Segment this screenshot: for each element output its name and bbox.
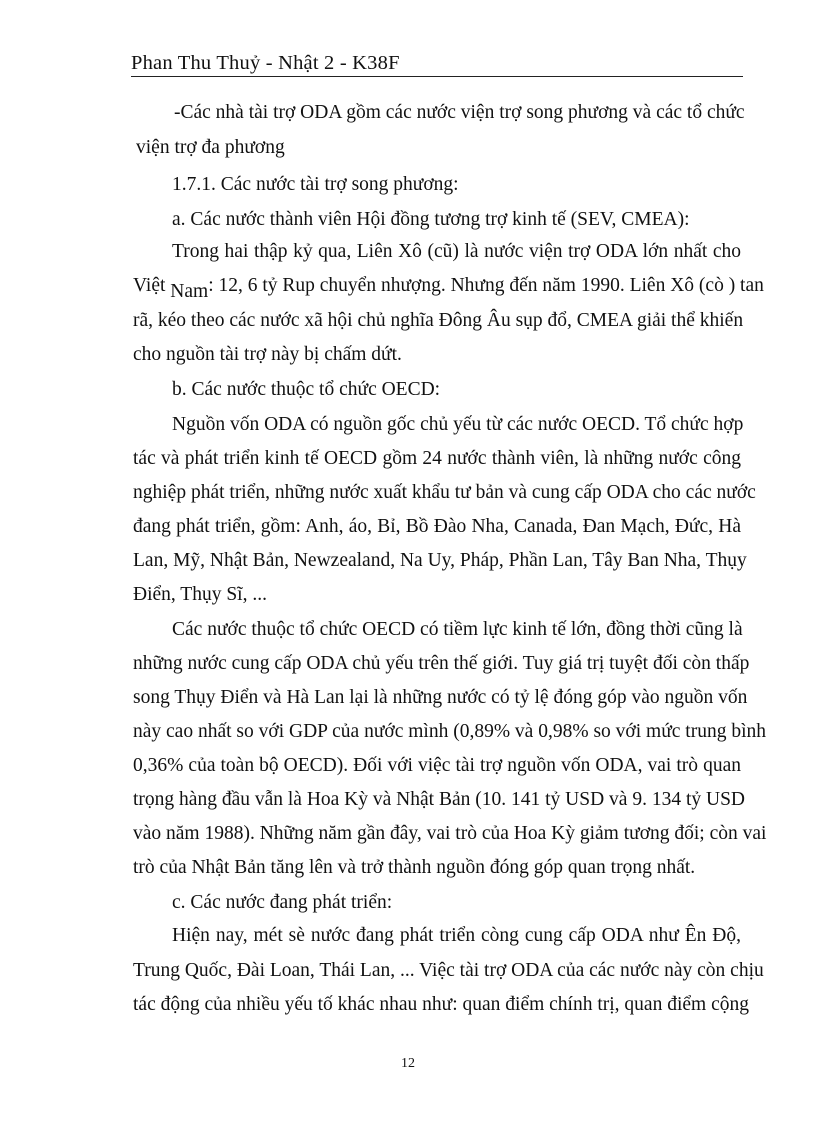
text-line: Lan, Mỹ, Nhật Bản, Newzealand, Na Uy, Pháp, Phần Lan, Tây Ban Nha, Thụy <box>133 550 747 571</box>
header-text: Phan Thu Thuỷ - Nhật 2 - K38F <box>131 52 400 74</box>
text-line: 0,36% của toàn bộ OECD). Đối với việc tài trợ nguồn vốn ODA, vai trò quan <box>133 755 741 776</box>
text-line: nghiệp phát triển, những nước xuất khẩu tư bản và cung cấp ODA cho các nước <box>133 482 756 503</box>
text-line: tác và phát triển kinh tế OECD gồm 24 nước thành viên, là những nước công <box>133 448 741 469</box>
text-line: rã, kéo theo các nước xã hội chủ nghĩa Đông Âu sụp đổ, CMEA giải thể khiến <box>133 310 744 331</box>
text-line: tác động của nhiều yếu tố khác nhau như: quan điểm chính trị, quan điểm cộng <box>133 994 749 1015</box>
text-line: b. Các nước thuộc tổ chức OECD: <box>172 379 441 400</box>
text-line: này cao nhất so với GDP của nước mình (0,89% và 0,98% so với mức trung bình <box>133 721 766 742</box>
text-line: song Thụy Điển và Hà Lan lại là những nước có tỷ lệ đóng góp vào nguồn vốn <box>133 687 748 708</box>
text-line: -Các nhà tài trợ ODA gồm các nước viện trợ song phương và các tổ chức <box>174 102 745 123</box>
page-header <box>131 50 743 77</box>
text-line: Các nước thuộc tổ chức OECD có tiềm lực kinh tế lớn, đồng thời cũng là <box>172 619 743 640</box>
text-line: a. Các nước thành viên Hội đồng tương trợ kinh tế (SEV, CMEA): <box>172 209 690 230</box>
text-line: Trong hai thập kỷ qua, Liên Xô (cũ) là nước viện trợ ODA lớn nhất cho <box>172 241 741 262</box>
text-line: c. Các nước đang phát triển: <box>172 892 393 913</box>
text-line: Hiện nay, mét sè nước đang phát triển còng cung cấp ODA như Ên Độ, <box>172 925 741 946</box>
text-line: cho nguồn tài trợ này bị chấm dứt. <box>133 344 402 365</box>
text-line: đang phát triển, gồm: Anh, áo, Bỉ, Bồ Đào Nha, Canada, Đan Mạch, Đức, Hà <box>133 516 741 537</box>
text-line: Điển, Thụy Sĩ, ... <box>133 584 267 605</box>
text-line: Trung Quốc, Đài Loan, Thái Lan, ... Việc tài trợ ODA của các nước này còn chịu <box>133 960 764 981</box>
text-line: viện trợ đa phương <box>136 137 285 158</box>
text-line: những nước cung cấp ODA chủ yếu trên thế giới. Tuy giá trị tuyệt đối còn thấp <box>133 653 750 674</box>
text-line: vào năm 1988). Những năm gần đây, vai trò của Hoa Kỳ giảm tương đối; còn vai <box>133 823 767 844</box>
text-line: Việt Nam: 12, 6 tỷ Rup chuyển nhượng. Nhưng đến năm 1990. Liên Xô (cò ) tan <box>133 275 764 302</box>
text-line: trò của Nhật Bản tăng lên và trở thành nguồn đóng góp quan trọng nhất. <box>133 857 696 878</box>
page-number: 12 <box>401 1056 415 1071</box>
text-line: trọng hàng đầu vẫn là Hoa Kỳ và Nhật Bản (10. 141 tỷ USD và 9. 134 tỷ USD <box>133 789 745 810</box>
text-line: Nguồn vốn ODA có nguồn gốc chủ yếu từ các nước OECD. Tổ chức hợp <box>172 414 744 435</box>
text-line: 1.7.1. Các nước tài trợ song phương: <box>172 174 459 195</box>
